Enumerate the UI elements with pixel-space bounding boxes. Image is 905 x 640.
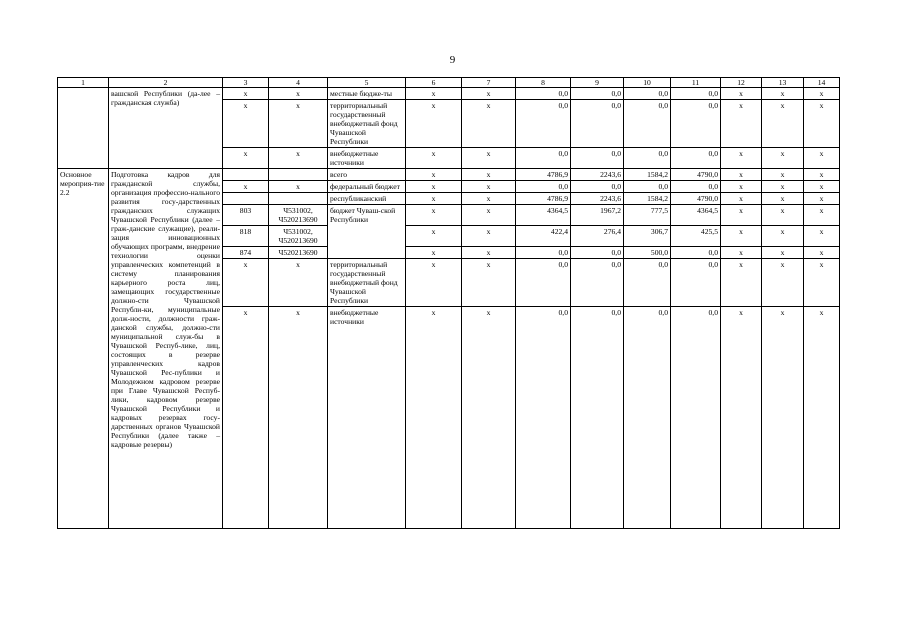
cell-c6: х: [406, 193, 462, 205]
cell-c3: 803: [223, 205, 269, 226]
cell-c6: х: [406, 259, 462, 307]
value-cell: 0,0: [624, 259, 671, 307]
value-cell: 1584,2: [624, 169, 671, 181]
col-header: 7: [462, 78, 516, 88]
cell-c12: х: [721, 100, 762, 148]
cell-c13: х: [762, 100, 804, 148]
value-cell: 0,0: [671, 148, 721, 169]
cell-c7: х: [462, 247, 516, 259]
cell-c4: Ч531002, Ч520213690: [269, 226, 328, 247]
page-number: 9: [449, 54, 456, 66]
source-cell: внебюджетные источники: [328, 307, 406, 529]
cell-c12: х: [721, 88, 762, 100]
value-cell: 4364,5: [516, 205, 571, 226]
cell-c3: х: [223, 100, 269, 148]
cell-c7: х: [462, 226, 516, 247]
col-header: 6: [406, 78, 462, 88]
col-header: 9: [571, 78, 624, 88]
cell-c12: х: [721, 169, 762, 181]
value-cell: 0,0: [516, 100, 571, 148]
value-cell: 0,0: [671, 259, 721, 307]
cell-c14: х: [804, 205, 840, 226]
cell-c7: х: [462, 148, 516, 169]
cell-c3: [223, 193, 269, 205]
value-cell: 0,0: [624, 88, 671, 100]
cell-c4: Ч520213690: [269, 247, 328, 259]
description-cell: вашской Республики (да-лее – гражданская служба): [109, 88, 223, 169]
value-cell: 0,0: [571, 247, 624, 259]
cell-c13: х: [762, 247, 804, 259]
cell-c7: х: [462, 88, 516, 100]
value-cell: 0,0: [671, 247, 721, 259]
value-cell: 276,4: [571, 226, 624, 247]
value-cell: 0,0: [671, 181, 721, 193]
cell-c13: х: [762, 193, 804, 205]
cell-c13: х: [762, 148, 804, 169]
value-cell: 777,5: [624, 205, 671, 226]
header-row: [58, 78, 840, 88]
cell-c14: х: [804, 88, 840, 100]
value-cell: 4790,0: [671, 193, 721, 205]
col-header: 2: [109, 78, 223, 88]
cell-c7: х: [462, 100, 516, 148]
value-cell: 0,0: [571, 88, 624, 100]
source-cell: внебюджетные источники: [328, 148, 406, 169]
value-cell: 0,0: [571, 307, 624, 529]
cell-c3: х: [223, 148, 269, 169]
col-header: 10: [624, 78, 671, 88]
value-cell: 0,0: [571, 181, 624, 193]
value-cell: 0,0: [516, 247, 571, 259]
cell-c14: х: [804, 247, 840, 259]
cell-c12: х: [721, 259, 762, 307]
cell-c3: 874: [223, 247, 269, 259]
col-header: 1: [58, 78, 109, 88]
value-cell: 0,0: [571, 148, 624, 169]
value-cell: 0,0: [571, 100, 624, 148]
status-cell: [58, 88, 109, 169]
value-cell: 0,0: [516, 181, 571, 193]
cell-c7: х: [462, 259, 516, 307]
value-cell: 4364,5: [671, 205, 721, 226]
value-cell: 4790,0: [671, 169, 721, 181]
value-cell: 0,0: [516, 88, 571, 100]
cell-c14: х: [804, 181, 840, 193]
col-header: 5: [328, 78, 406, 88]
cell-c12: х: [721, 181, 762, 193]
cell-c13: х: [762, 226, 804, 247]
source-cell: бюджет Чуваш-ской Республики: [328, 205, 406, 259]
cell-c14: х: [804, 193, 840, 205]
cell-c4: [269, 169, 328, 181]
cell-c7: х: [462, 181, 516, 193]
cell-c14: х: [804, 226, 840, 247]
cell-c14: х: [804, 148, 840, 169]
cell-c6: х: [406, 307, 462, 529]
value-cell: 500,0: [624, 247, 671, 259]
cell-c4: Ч531002, Ч520213690: [269, 205, 328, 226]
value-cell: 425,5: [671, 226, 721, 247]
value-cell: 0,0: [571, 259, 624, 307]
cell-c7: х: [462, 307, 516, 529]
cell-c12: х: [721, 193, 762, 205]
cell-c6: х: [406, 205, 462, 226]
cell-c4: х: [269, 307, 328, 529]
value-cell: 0,0: [624, 148, 671, 169]
cell-c4: х: [269, 88, 328, 100]
cell-c6: х: [406, 181, 462, 193]
cell-c14: х: [804, 307, 840, 529]
cell-c13: х: [762, 88, 804, 100]
value-cell: 0,0: [624, 307, 671, 529]
cell-c6: х: [406, 148, 462, 169]
cell-c4: х: [269, 181, 328, 193]
cell-c12: х: [721, 226, 762, 247]
cell-c13: х: [762, 259, 804, 307]
source-cell: всего: [328, 169, 406, 181]
cell-c12: х: [721, 307, 762, 529]
cell-c6: х: [406, 88, 462, 100]
cell-c12: х: [721, 148, 762, 169]
source-cell: федеральный бюджет: [328, 181, 406, 193]
cell-c13: х: [762, 307, 804, 529]
cell-c3: х: [223, 307, 269, 529]
cell-c3: 818: [223, 226, 269, 247]
cell-c7: х: [462, 205, 516, 226]
cell-c3: х: [223, 259, 269, 307]
cell-c4: х: [269, 259, 328, 307]
cell-c4: [269, 193, 328, 205]
value-cell: 0,0: [624, 181, 671, 193]
cell-c13: х: [762, 205, 804, 226]
cell-c6: х: [406, 226, 462, 247]
value-cell: 1967,2: [571, 205, 624, 226]
cell-c12: х: [721, 247, 762, 259]
cell-c6: х: [406, 100, 462, 148]
col-header: 4: [269, 78, 328, 88]
table-row: [58, 88, 840, 100]
cell-c12: х: [721, 205, 762, 226]
table-row: [58, 169, 840, 181]
value-cell: 0,0: [671, 307, 721, 529]
cell-c6: х: [406, 247, 462, 259]
cell-c7: х: [462, 193, 516, 205]
cell-c14: х: [804, 259, 840, 307]
value-cell: 422,4: [516, 226, 571, 247]
funding-table: [57, 77, 840, 529]
source-cell: территориальный государственный внебюджетный фонд Чувашской Республики: [328, 100, 406, 148]
cell-c3: [223, 169, 269, 181]
status-cell: Основное мероприя-тие 2.2: [58, 169, 109, 529]
value-cell: 1584,2: [624, 193, 671, 205]
value-cell: 306,7: [624, 226, 671, 247]
cell-c7: х: [462, 169, 516, 181]
value-cell: 4786,9: [516, 193, 571, 205]
value-cell: 4786,9: [516, 169, 571, 181]
source-cell: местные бюдже-ты: [328, 88, 406, 100]
cell-c4: х: [269, 100, 328, 148]
cell-c13: х: [762, 169, 804, 181]
value-cell: 0,0: [671, 100, 721, 148]
description-cell: Подготовка кадров для гражданской службы, организация профессио-нального развития госу-дарственных гражданских служащих Чувашской Республики (далее – граж-данские служащие), реали-зация инновационных обучающих программ, внедрение технологии оценки управленческих компетенций в систему планирования карьерного роста лиц, замещающих государственные должно-сти Чувашской Республи-ки, муниципальные долж-ности, должности граж-данской службы, должно-сти муниципальной служ-бы в Чувашской Респуб-лике, лиц, состоящих в резерве управленческих кадров Чувашской Рес-публики и Молодежном кадровом резерве при Главе Чувашской Респуб-лики, кадровом резерве Чувашской Республики и кадровых резервах госу-дарственных органов Чувашской Республики (далее также – кадровые резервы): [109, 169, 223, 529]
value-cell: 0,0: [624, 100, 671, 148]
col-header: 3: [223, 78, 269, 88]
col-header: 11: [671, 78, 721, 88]
col-header: 13: [762, 78, 804, 88]
cell-c3: х: [223, 181, 269, 193]
value-cell: 0,0: [516, 259, 571, 307]
value-cell: 0,0: [671, 88, 721, 100]
source-cell: территориальный государственный внебюджетный фонд Чувашской Республики: [328, 259, 406, 307]
cell-c13: х: [762, 181, 804, 193]
col-header: 8: [516, 78, 571, 88]
source-cell: республиканский: [328, 193, 406, 205]
col-header: 12: [721, 78, 762, 88]
cell-c3: х: [223, 88, 269, 100]
cell-c4: х: [269, 148, 328, 169]
value-cell: 0,0: [516, 148, 571, 169]
value-cell: 2243,6: [571, 193, 624, 205]
cell-c14: х: [804, 100, 840, 148]
value-cell: 0,0: [516, 307, 571, 529]
cell-c14: х: [804, 169, 840, 181]
value-cell: 2243,6: [571, 169, 624, 181]
cell-c6: х: [406, 169, 462, 181]
col-header: 14: [804, 78, 840, 88]
